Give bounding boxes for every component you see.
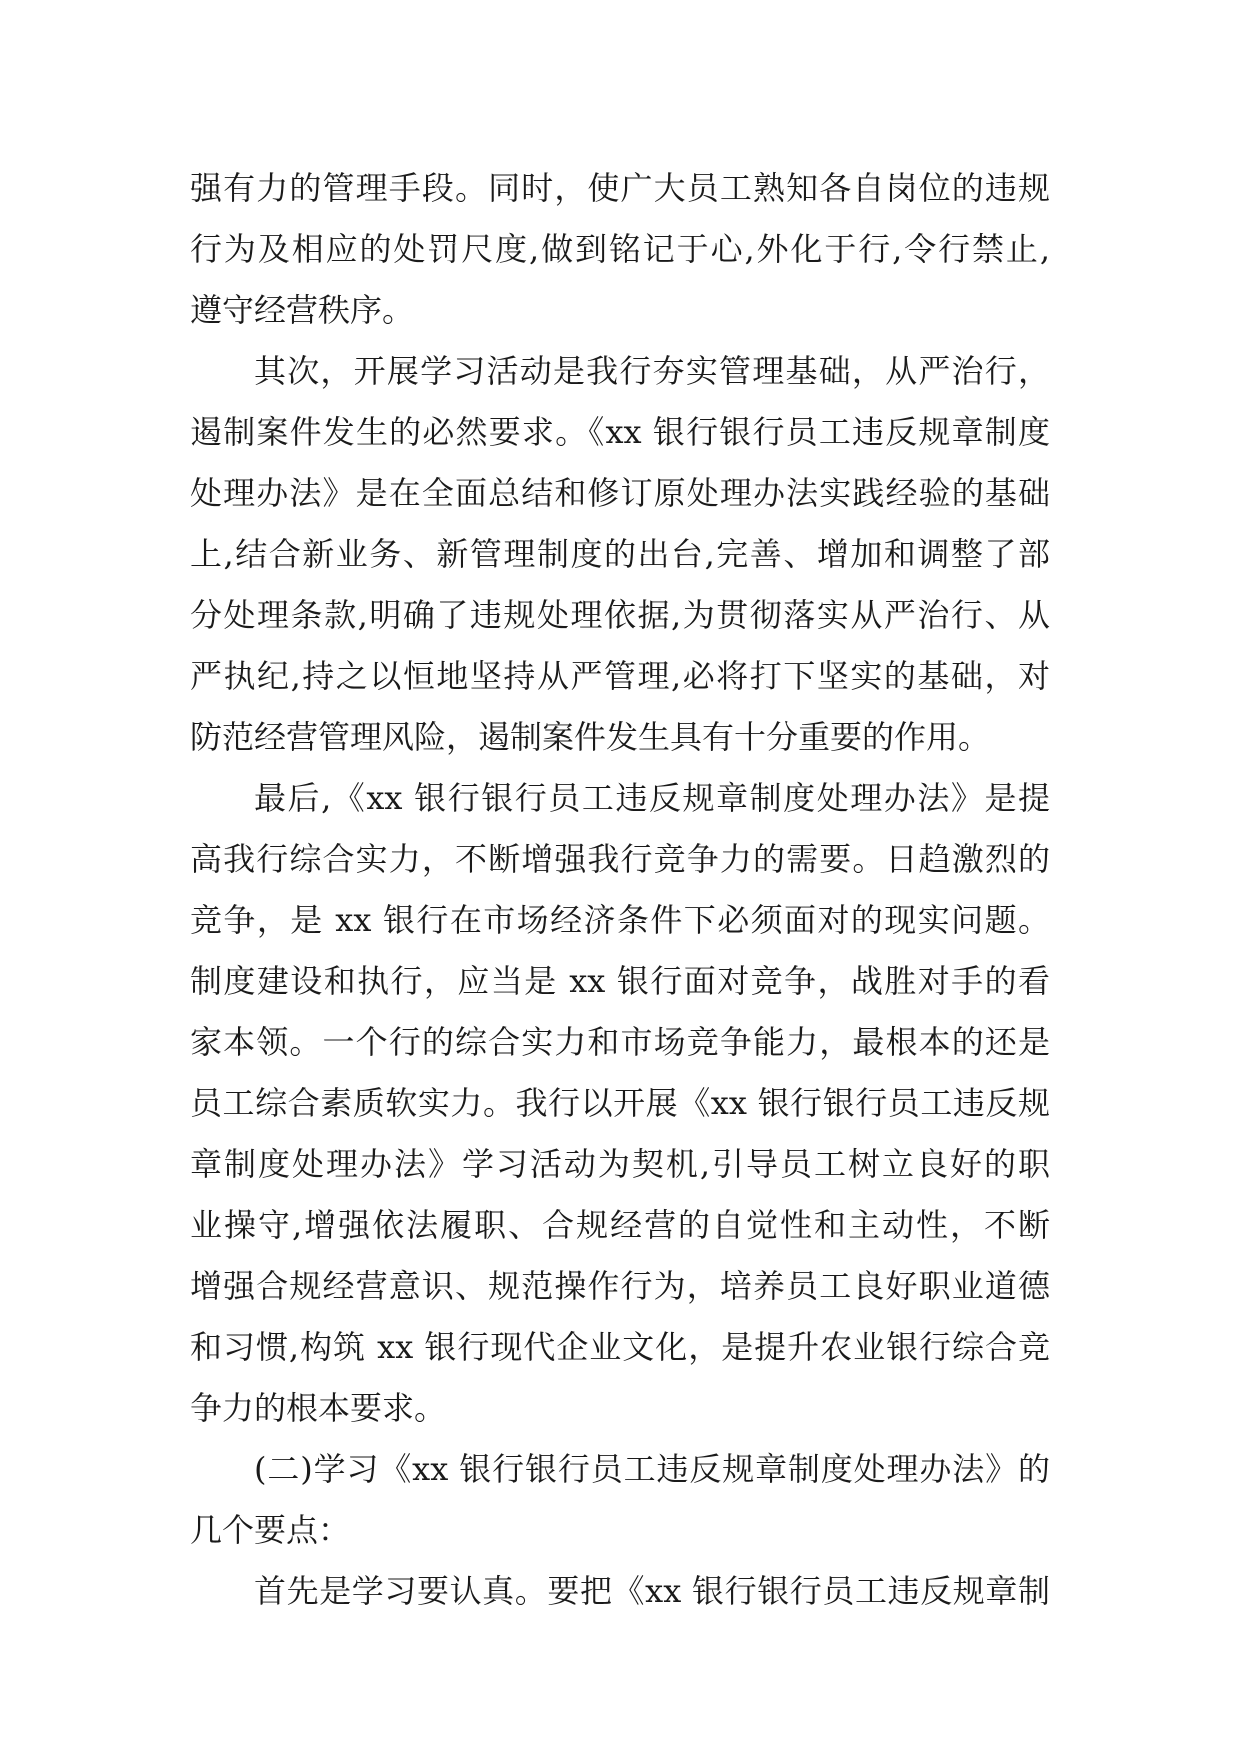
- section-heading-key-points: [190, 1439, 1050, 1561]
- text-line: 行为及相应的处罚尺度,做到铭记于心,外化于行,令行禁止,: [190, 230, 1050, 268]
- text-line: 上,结合新业务、新管理制度的出台,完善、增加和调整了部: [190, 535, 1050, 573]
- text-line: 首先是学习要认真。要把《xx 银行银行员工违反规章制: [254, 1572, 1050, 1610]
- text-line: 增强合规经营意识、规范操作行为，培养员工良好职业道德: [190, 1267, 1050, 1305]
- paragraph-second: [190, 341, 1050, 768]
- text-line: 分处理条款,明确了违规处理依据,为贯彻落实从严治行、从: [190, 596, 1050, 634]
- text-line: 其次，开展学习活动是我行夯实管理基础，从严治行，: [254, 352, 1050, 390]
- text-line: 员工综合素质软实力。我行以开展《xx 银行银行员工违反规: [190, 1084, 1050, 1122]
- text-line: 最后,《xx 银行银行员工违反规章制度处理办法》是提: [254, 779, 1050, 817]
- paragraph-continuation: [190, 158, 1050, 341]
- text-line: 强有力的管理手段。同时，使广大员工熟知各自岗位的违规: [190, 169, 1050, 207]
- text-line: 竞争，是 xx 银行在市场经济条件下必须面对的现实问题。: [190, 901, 1050, 939]
- text-line: 防范经营管理风险，遏制案件发生具有十分重要的作用。: [190, 718, 991, 756]
- paragraph-finally: [190, 768, 1050, 1439]
- text-line: 争力的根本要求。: [190, 1389, 447, 1427]
- text-line: 制度建设和执行，应当是 xx 银行面对竞争，战胜对手的看: [190, 962, 1050, 1000]
- document-body: [190, 158, 1050, 1622]
- text-line: 处理办法》是在全面总结和修订原处理办法实践经验的基础: [190, 474, 1050, 512]
- text-line: 严执纪,持之以恒地坚持从严管理,必将打下坚实的基础，对: [190, 657, 1050, 695]
- text-line: (二)学习《xx 银行银行员工违反规章制度处理办法》的: [254, 1450, 1050, 1488]
- text-line: 家本领。一个行的综合实力和市场竞争能力，最根本的还是: [190, 1023, 1050, 1061]
- text-line: 几个要点：: [190, 1511, 351, 1549]
- text-line: 章制度处理办法》学习活动为契机,引导员工树立良好的职: [190, 1145, 1050, 1183]
- text-line: 高我行综合实力，不断增强我行竞争力的需要。日趋激烈的: [190, 840, 1050, 878]
- text-line: 和习惯,构筑 xx 银行现代企业文化，是提升农业银行综合竞: [190, 1328, 1050, 1366]
- text-line: 遏制案件发生的必然要求。《xx 银行银行员工违反规章制度: [190, 413, 1050, 451]
- paragraph-first-point: [190, 1561, 1050, 1622]
- text-line: 遵守经营秩序。: [190, 291, 415, 329]
- text-line: 业操守,增强依法履职、合规经营的自觉性和主动性，不断: [190, 1206, 1050, 1244]
